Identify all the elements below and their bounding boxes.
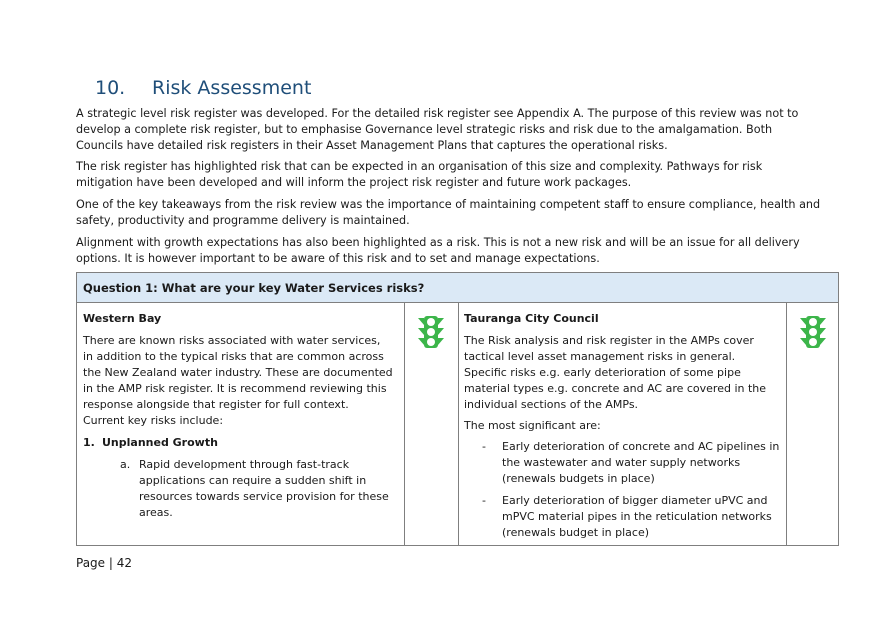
bullet-text: Early deterioration of bigger diameter uPVC and mPVC material pipes in the reticulation networks (renewals budget in place) [502,494,772,539]
risk-sub-item [83,457,393,521]
risk-item-number: 1. [83,436,95,449]
bullet-dash: - [482,494,486,507]
section-heading [95,77,311,99]
question-label: Question 1: What are your key Water Services risks? [83,281,425,295]
tauranga-body: The Risk analysis and risk register in the AMPs cover tactical level asset management risks in general. Specific risks e.g. early deterioration of some pipe material types e.g. concrete and AC are covered in the individual sections of the AMPs. [464,334,767,411]
traffic-light-icon [415,315,447,349]
tauranga-lead: The most significant are: [464,419,601,432]
risk-sub-letter: a. [120,458,131,471]
traffic-light-icon [797,315,829,349]
paragraph-1: A strategic level risk register was developed. For the detailed risk register see Appendix A. The purpose of this review was not to develop a complete risk register, but to emphasise Governance level strategic risks and risk due to the amalgamation. Both Councils have detailed risk registers in their Asset Management Plans that captures the operational risks. [76,107,799,152]
risk-sub-text: Rapid development through fast-track applications can require a sudden shift in resources towards service provision for these areas. [139,458,389,519]
risk-item-title: Unplanned Growth [102,436,218,449]
list-item [464,439,780,487]
tauranga-title: Tauranga City Council [464,312,599,325]
western-bay-body: There are known risks associated with water services, in addition to the typical risks that are common across the New Zealand water industry. These are documented in the AMP risk register. It is recommend reviewing this response alongside that register for full context. Current key risks include: [83,334,393,427]
tauranga-cell [464,311,780,547]
question-header [77,273,838,303]
tauranga-bullet-list [464,439,780,541]
question-table [76,272,839,546]
paragraph-2: The risk register has highlighted risk that can be expected in an organisation of this size and complexity. Pathways for risk mitigation have been developed and will inform the project risk register and future work packages. [76,160,763,189]
page-number: Page | 42 [76,556,132,570]
bullet-dash: - [482,440,486,453]
column-divider [404,303,405,545]
section-number: 10. [95,77,126,99]
section-title: Risk Assessment [152,77,312,99]
western-bay-cell [83,311,393,521]
list-item [464,493,780,541]
paragraph-4: Alignment with growth expectations has also been highlighted as a risk. This is not a new risk and will be an issue for all delivery options. It is however important to be aware of this risk and to set and manage expectations. [76,236,800,265]
western-bay-title: Western Bay [83,312,162,325]
column-divider [786,303,787,545]
paragraph-3: One of the key takeaways from the risk review was the importance of maintaining competent staff to ensure compliance, health and safety, productivity and programme delivery is maintained. [76,198,821,227]
risk-item-heading [83,435,393,451]
column-divider [458,303,459,545]
bullet-text: Early deterioration of concrete and AC pipelines in the wastewater and water supply networks (renewals budgets in place) [502,440,780,485]
